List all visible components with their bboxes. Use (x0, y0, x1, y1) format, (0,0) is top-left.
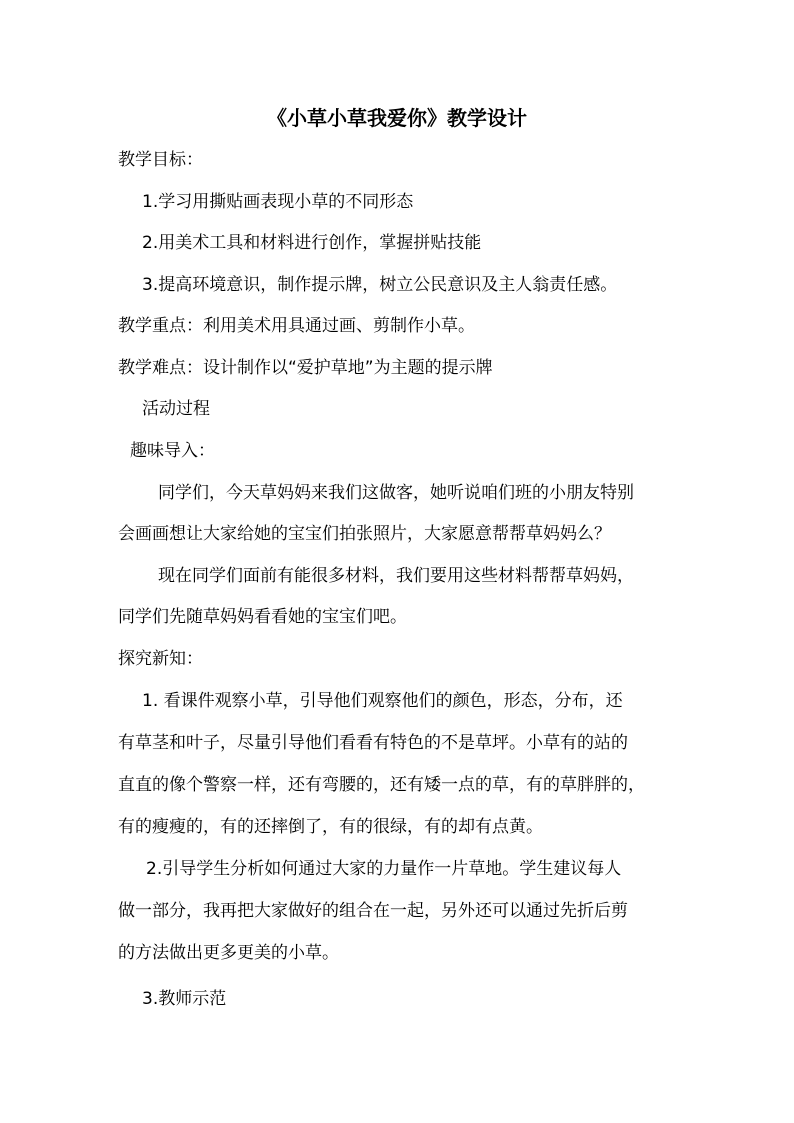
explore-item-1-line-2: 有草茎和叶子，尽量引导他们看看有特色的不是草坪。小草有的站的 (118, 733, 628, 753)
intro-paragraph-2-line-2: 同学们先随草妈妈看看她的宝宝们吧。 (118, 607, 407, 627)
process-heading: 活动过程 (142, 399, 210, 419)
key-point: 教学重点：利用美术用具通过画、剪制作小草。 (118, 316, 475, 336)
explore-item-1-line-1: 1. 看课件观察小草，引导他们观察他们的颜色，形态，分布，还 (142, 691, 623, 711)
objective-item-2: 2.用美术工具和材料进行创作，掌握拼贴技能 (142, 233, 482, 253)
explore-item-1-line-3: 直直的像个警察一样，还有弯腰的，还有矮一点的草，有的草胖胖的， (118, 775, 645, 795)
objective-item-1: 1.学习用撕贴画表现小草的不同形态 (142, 192, 414, 212)
intro-paragraph-2-line-1: 现在同学们面前有能很多材料，我们要用这些材料帮帮草妈妈， (158, 566, 634, 586)
explore-item-2-line-3: 的方法做出更多更美的小草。 (118, 943, 339, 963)
intro-paragraph-1-line-1: 同学们，今天草妈妈来我们这做客，她听说咱们班的小朋友特别 (158, 483, 634, 503)
explore-heading: 探究新知： (118, 649, 203, 669)
explore-item-1-line-4: 有的瘦瘦的，有的还摔倒了，有的很绿，有的却有点黄。 (118, 817, 543, 837)
intro-paragraph-1-line-2: 会画画想让大家给她的宝宝们拍张照片，大家愿意帮帮草妈妈么？ (118, 524, 611, 544)
objective-item-3: 3.提高环境意识，制作提示牌，树立公民意识及主人翁责任感。 (142, 275, 618, 295)
explore-item-2-line-1: 2.引导学生分析如何通过大家的力量作一片草地。学生建议每人 (146, 859, 622, 879)
objectives-heading: 教学目标： (118, 150, 203, 170)
intro-heading: 趣味导入： (130, 441, 215, 461)
explore-item-2-line-2: 做一部分，我再把大家做好的组合在一起，另外还可以通过先折后剪 (118, 901, 628, 921)
document-title: 《小草小草我爱你》教学设计 (267, 106, 527, 130)
difficulty: 教学难点：设计制作以“爱护草地”为主题的提示牌 (118, 358, 493, 378)
explore-item-3: 3.教师示范 (142, 989, 227, 1009)
